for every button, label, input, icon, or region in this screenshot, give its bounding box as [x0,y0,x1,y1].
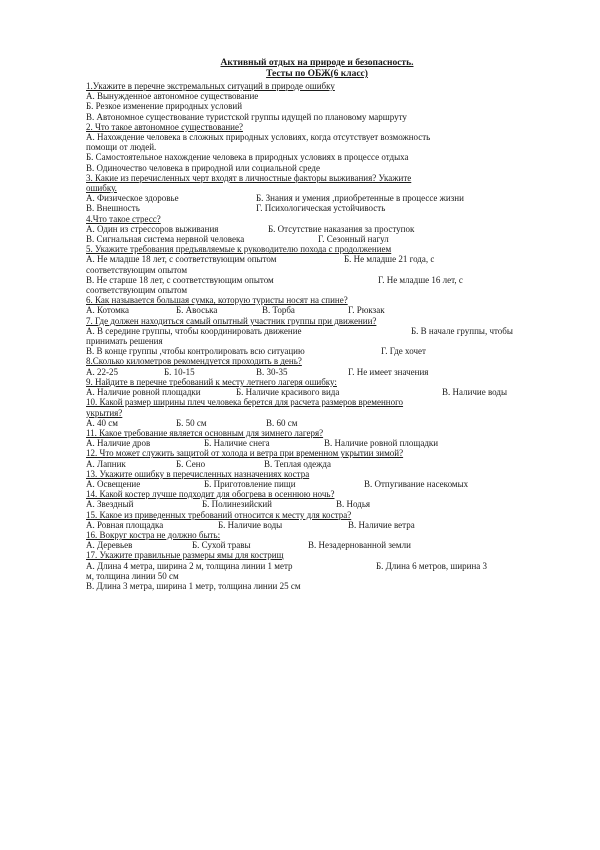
answer-option: А. 22-25 [86,366,118,377]
answer-option: В. Наличие ветра [348,519,415,530]
question-17: 17. Укажите правильные размеры ямы для кострищ [86,550,284,561]
answer-option: Б. Не младше 21 года, с [344,254,435,265]
answer-option-cont: соответствующим опытом [86,264,188,275]
answer-row [86,275,540,285]
answer-option: В. Наличие воды [442,387,508,398]
answer-option: В. 30-35 [256,366,288,377]
answer-option: Б. Наличие воды [218,519,283,530]
answer-option: Б. Длина 6 метров, ширина 3 [376,560,488,571]
answer-option: А. Наличие ровной площадки [86,387,201,398]
answer-row [86,305,540,315]
answer-row [86,499,540,509]
answer-option: В. Одиночество человека в природной или социальной среде [86,162,320,173]
answer-option: Б. Наличие снега [204,438,270,449]
answer-row [86,326,540,336]
answer-row [86,520,540,530]
answer-option: Б. Резкое изменение природных условий [86,101,243,112]
question-11: 11. Какое требование является основным для зимнего лагеря? [86,427,324,438]
question-6: 6. Как называется большая сумка, которую туристы носят на спине? [86,295,348,306]
answer-option-cont: помощи от людей. [86,142,157,153]
document-title: Активный отдых на природе и безопасность. [220,58,414,68]
answer-option: В. Незадернованной земли [308,540,411,551]
question-12: 12. Что может служить защитой от холода и ветра при временном укрытии зимой? [86,448,404,459]
answer-option: Б. Самостоятельное нахождение человека в природных условиях в процессе отдыха [86,152,409,163]
question-10: 10. Какой размер ширины плеч человека берется для расчета размеров временного [86,397,404,408]
answer-option: Г. Сезонный нагул [318,234,389,245]
answer-option: Б. Авоська [176,305,218,316]
document-subtitle: Тесты по ОБЖ(6 класс) [266,69,368,79]
answer-option: В. Сигнальная система нервной человека [86,234,245,245]
answer-option: В. Наличие ровной площадки [324,438,439,449]
answer-row [86,438,540,448]
answer-option: Г. Где хочет [381,346,426,357]
answer-row [86,459,540,469]
answer-option: В. Торба [262,305,295,316]
answer-row [86,203,540,213]
answer-option: А. Звездный [86,499,134,510]
question-14: 14. Какой костер лучше подходит для обогрева в осеннюю ночь? [86,489,335,500]
answer-option: В. Внешность [86,203,140,214]
question-7: 7. Где должен находиться самый опытный участник группы при движении? [86,315,377,326]
answer-option: Б. Отсутствие наказания за проступок [268,223,415,234]
answer-option: Г. Психологическая устойчивость [256,203,386,214]
answer-option: Г. Рюкзак [348,305,385,316]
answer-option: А. 40 см [86,417,118,428]
answer-option: Г. Не младше 16 лет, с [378,274,463,285]
answer-option: Б. Знания и умения ,приобретенные в процессе жизни [256,193,464,204]
answer-row [86,254,540,264]
answer-option: А. Ровная площадка [86,519,164,530]
answer-option: А. Деревьев [86,540,133,551]
answer-row [86,346,540,356]
answer-option-cont: соответствующим опытом [86,285,188,296]
answer-option: А. Вынужденное автономное существование [86,91,259,102]
answer-option: В. Отпугивание насекомых [364,478,469,489]
question-3: 3. Какие из перечисленных черт входят в личностные факторы выживания? Укажите [86,172,412,183]
answer-option: Б. 10-15 [164,366,195,377]
answer-option: А. Наличие дров [86,438,151,449]
answer-option: А. Котомка [86,305,130,316]
answer-option: В. 60 см [266,417,298,428]
answer-option: А. Лапник [86,458,126,469]
answer-row [86,234,540,244]
answer-option-cont: м, толщина линии 50 см [86,570,179,581]
answer-row [86,387,540,397]
answer-option: В. Теплая одежда [264,458,331,469]
answer-option: А. Нахождение человека в сложных природных условиях, когда отсутствует возможность [86,132,431,143]
answer-option: В. Нодья [336,499,371,510]
answer-row [86,224,540,234]
answer-option: Г. Не имеет значения [348,366,429,377]
answer-row [86,367,540,377]
answer-row [86,479,540,489]
answer-option: А. Длина 4 метра, ширина 2 м, толщина линии 1 метр [86,560,293,571]
answer-row [86,418,540,428]
answer-option: Б. Наличие красивого вида [236,387,340,398]
question-15: 15. Какое из приведенных требований относится к месту для костра? [86,509,352,520]
question-4: 4.Что такое стресс? [86,213,161,224]
answer-row [86,540,540,550]
question-9: 9. Найдите в перечне требований к месту летнего лагеря ошибку: [86,376,337,387]
answer-option: А. Освещение [86,478,141,489]
answer-option: А. Не младше 18 лет, с соответствующим опытом [86,254,277,265]
answer-option: Б. Сухой травы [192,540,251,551]
answer-option: А. Один из стрессоров выживания [86,223,219,234]
answer-option: Б. Полинезийский [202,499,272,510]
answer-option: Б. В начале группы, чтобы [411,325,513,336]
answer-option: В. Автономное существование туристской группы идущей по плановому маршруту [86,111,407,122]
answer-option: А. В середине группы, чтобы координировать движение [86,325,302,336]
question-5: 5. Укажите требования предъявляемые к руководителю похода с продолжением [86,244,392,255]
question-8: 8.Сколько километров рекомендуется проходить в день? [86,356,302,367]
answer-row [86,193,540,203]
answer-option: Б. 50 см [176,417,207,428]
question-16: 16. Вокруг костра не должно быть: [86,529,221,540]
answer-option: В. В конце группы ,чтобы контролировать всю ситуацию [86,346,305,357]
question-1: 1.Укажите в перечне экстремальных ситуаций в природе ошибку [86,81,335,91]
answer-option: В. Длина 3 метра, ширина 1 метр, толщина линии 25 см [86,580,301,591]
answer-option: В. Не старше 18 лет, с соответствующим опытом [86,274,274,285]
test-questions [86,81,540,591]
answer-option: Б. Приготовление пищи [204,478,296,489]
question-13: 13. Укажите ошибку в перечисленных назначениях костра [86,468,310,479]
answer-option: А. Физическое здоровье [86,193,179,204]
answer-option-cont: принимать решения [86,336,163,347]
answer-option: Б. Сено [176,458,206,469]
question-2: 2. Что такое автономное существование? [86,121,243,132]
question-10-cont: укрытия? [86,407,123,418]
answer-row [86,561,540,571]
question-3-cont: ошибку. [86,183,117,194]
